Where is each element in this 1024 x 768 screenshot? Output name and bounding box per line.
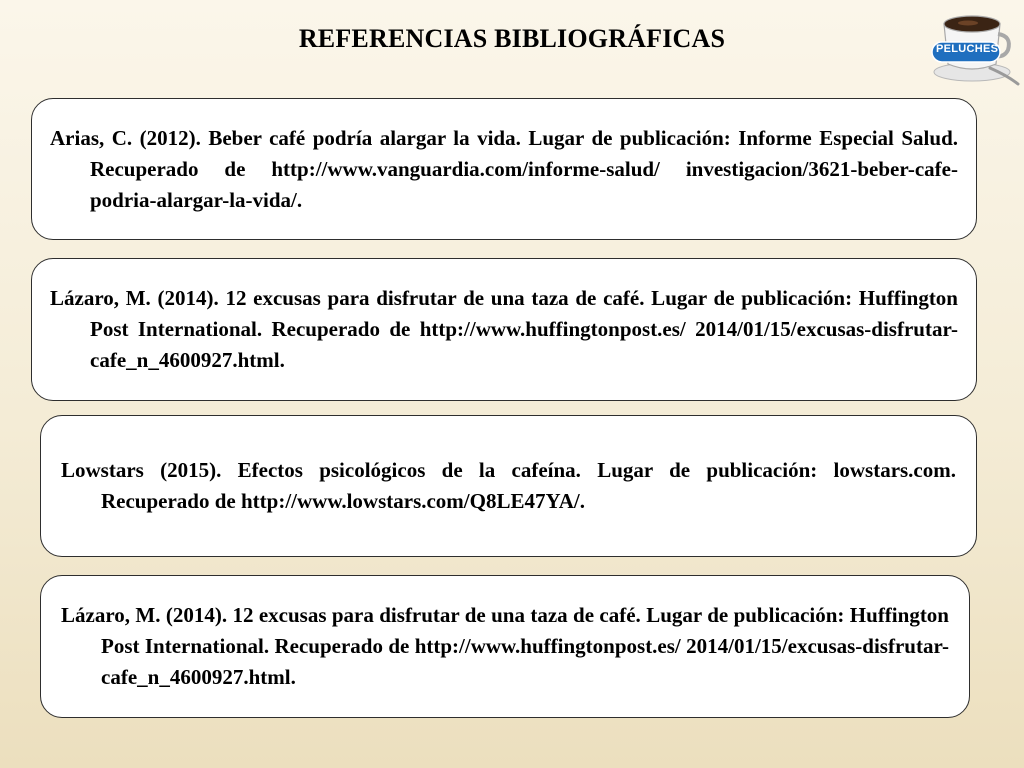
reference-text: Lázaro, M. (2014). 12 excusas para disfrutar de una taza de café. Lugar de publicación: Huffington Post International. Recuperado de http://www.huffingtonpost.es/ 2014/01/15/excusas-disfrutar-cafe_n_4600927.html. <box>50 286 958 372</box>
peluches-logo <box>928 6 1020 90</box>
reference-box <box>31 258 977 401</box>
reference-box <box>40 415 977 557</box>
slide-title: REFERENCIAS BIBLIOGRÁFICAS <box>298 24 726 53</box>
reference-box <box>31 98 977 240</box>
reference-text: Arias, C. (2012). Beber café podría alargar la vida. Lugar de publicación: Informe Especial Salud. Recuperado de http://www.vanguardia.com/informe-salud/ investigacion/3621-beber-cafe-podria-alargar-la-vida/. <box>50 125 958 212</box>
reference-text: Lázaro, M. (2014). 12 excusas para disfrutar de una taza de café. Lugar de publicación: Huffington Post International. Recuperado de http://www.huffingtonpost.es/ 2014/01/15/excusas-disfrutar-cafe_n_4600927.html. <box>61 603 949 689</box>
reference-text: Lowstars (2015). Efectos psicológicos de la cafeína. Lugar de publicación: lowstars.com. Recuperado de http://www.lowstars.com/Q8LE47YA/. <box>61 458 956 513</box>
logo-text: PELUCHES <box>936 43 999 55</box>
reference-box <box>40 575 970 718</box>
